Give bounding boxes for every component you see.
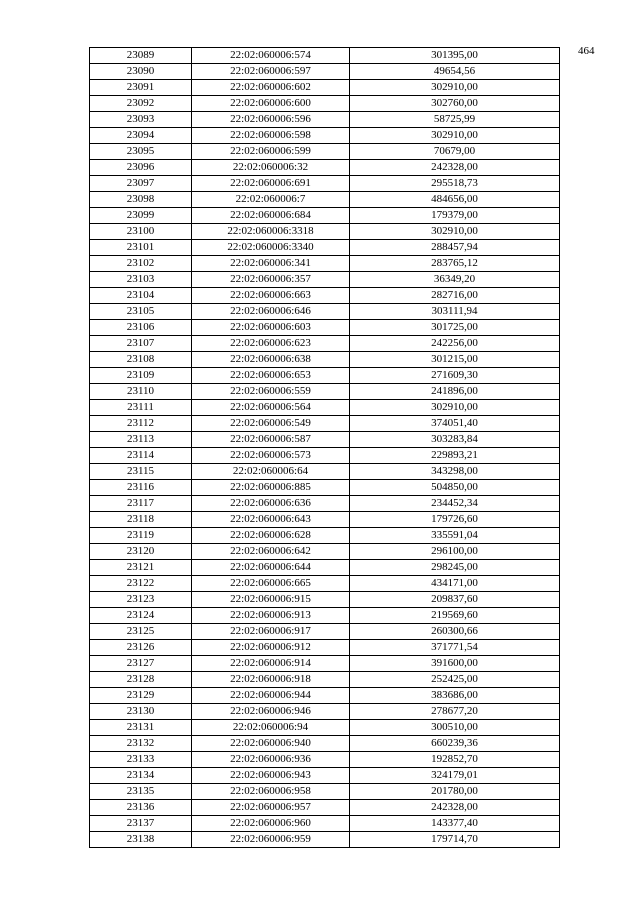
cadastral-number-cell: 22:02:060006:960 bbox=[192, 816, 350, 832]
row-number-cell: 23089 bbox=[90, 48, 192, 64]
table-row bbox=[90, 832, 560, 848]
cadastral-value-cell: 179379,00 bbox=[350, 208, 560, 224]
row-number-cell: 23100 bbox=[90, 224, 192, 240]
cadastral-number-cell: 22:02:060006:943 bbox=[192, 768, 350, 784]
cadastral-number-cell: 22:02:060006:596 bbox=[192, 112, 350, 128]
table-row bbox=[90, 96, 560, 112]
cadastral-number-cell: 22:02:060006:549 bbox=[192, 416, 350, 432]
table-row bbox=[90, 720, 560, 736]
cadastral-value-cell: 301215,00 bbox=[350, 352, 560, 368]
cadastral-number-cell: 22:02:060006:665 bbox=[192, 576, 350, 592]
cadastral-value-cell: 242256,00 bbox=[350, 336, 560, 352]
cadastral-number-cell: 22:02:060006:638 bbox=[192, 352, 350, 368]
table-row bbox=[90, 208, 560, 224]
table-row bbox=[90, 80, 560, 96]
cadastral-value-cell: 391600,00 bbox=[350, 656, 560, 672]
cadastral-number-cell: 22:02:060006:559 bbox=[192, 384, 350, 400]
cadastral-number-cell: 22:02:060006:603 bbox=[192, 320, 350, 336]
row-number-cell: 23095 bbox=[90, 144, 192, 160]
cadastral-number-cell: 22:02:060006:628 bbox=[192, 528, 350, 544]
cadastral-number-cell: 22:02:060006:944 bbox=[192, 688, 350, 704]
row-number-cell: 23106 bbox=[90, 320, 192, 336]
table-row bbox=[90, 656, 560, 672]
cadastral-number-cell: 22:02:060006:959 bbox=[192, 832, 350, 848]
table-row bbox=[90, 768, 560, 784]
row-number-cell: 23101 bbox=[90, 240, 192, 256]
table-row bbox=[90, 672, 560, 688]
cadastral-value-cell: 302760,00 bbox=[350, 96, 560, 112]
table-row bbox=[90, 512, 560, 528]
cadastral-value-cell: 234452,34 bbox=[350, 496, 560, 512]
row-number-cell: 23115 bbox=[90, 464, 192, 480]
row-number-cell: 23125 bbox=[90, 624, 192, 640]
cadastral-number-cell: 22:02:060006:663 bbox=[192, 288, 350, 304]
table-row bbox=[90, 704, 560, 720]
cadastral-number-cell: 22:02:060006:623 bbox=[192, 336, 350, 352]
row-number-cell: 23092 bbox=[90, 96, 192, 112]
cadastral-value-cell: 301395,00 bbox=[350, 48, 560, 64]
row-number-cell: 23128 bbox=[90, 672, 192, 688]
cadastral-value-cell: 49654,56 bbox=[350, 64, 560, 80]
table-row bbox=[90, 272, 560, 288]
table-row bbox=[90, 480, 560, 496]
cadastral-number-cell: 22:02:060006:917 bbox=[192, 624, 350, 640]
cadastral-number-cell: 22:02:060006:602 bbox=[192, 80, 350, 96]
cadastral-value-cell: 242328,00 bbox=[350, 160, 560, 176]
table-row bbox=[90, 752, 560, 768]
table-row bbox=[90, 160, 560, 176]
row-number-cell: 23121 bbox=[90, 560, 192, 576]
table-row bbox=[90, 608, 560, 624]
table-row bbox=[90, 320, 560, 336]
row-number-cell: 23107 bbox=[90, 336, 192, 352]
row-number-cell: 23119 bbox=[90, 528, 192, 544]
table-row bbox=[90, 736, 560, 752]
cadastral-value-cell: 241896,00 bbox=[350, 384, 560, 400]
row-number-cell: 23127 bbox=[90, 656, 192, 672]
row-number-cell: 23137 bbox=[90, 816, 192, 832]
cadastral-value-cell: 335591,04 bbox=[350, 528, 560, 544]
cadastral-value-cell: 278677,20 bbox=[350, 704, 560, 720]
table-row bbox=[90, 448, 560, 464]
table-row bbox=[90, 688, 560, 704]
table-row bbox=[90, 496, 560, 512]
cadastral-value-cell: 70679,00 bbox=[350, 144, 560, 160]
table-row bbox=[90, 592, 560, 608]
row-number-cell: 23102 bbox=[90, 256, 192, 272]
cadastral-number-cell: 22:02:060006:653 bbox=[192, 368, 350, 384]
cadastral-number-cell: 22:02:060006:957 bbox=[192, 800, 350, 816]
cadastral-number-cell: 22:02:060006:64 bbox=[192, 464, 350, 480]
row-number-cell: 23138 bbox=[90, 832, 192, 848]
cadastral-value-cell: 298245,00 bbox=[350, 560, 560, 576]
cadastral-value-cell: 343298,00 bbox=[350, 464, 560, 480]
cadastral-number-cell: 22:02:060006:912 bbox=[192, 640, 350, 656]
cadastral-value-cell: 484656,00 bbox=[350, 192, 560, 208]
row-number-cell: 23124 bbox=[90, 608, 192, 624]
cadastral-value-cell: 300510,00 bbox=[350, 720, 560, 736]
row-number-cell: 23135 bbox=[90, 784, 192, 800]
cadastral-number-cell: 22:02:060006:587 bbox=[192, 432, 350, 448]
table-row bbox=[90, 240, 560, 256]
table-row bbox=[90, 576, 560, 592]
cadastral-value-cell: 283765,12 bbox=[350, 256, 560, 272]
row-number-cell: 23136 bbox=[90, 800, 192, 816]
cadastral-number-cell: 22:02:060006:913 bbox=[192, 608, 350, 624]
cadastral-number-cell: 22:02:060006:914 bbox=[192, 656, 350, 672]
row-number-cell: 23122 bbox=[90, 576, 192, 592]
cadastral-number-cell: 22:02:060006:597 bbox=[192, 64, 350, 80]
cadastral-value-cell: 36349,20 bbox=[350, 272, 560, 288]
cadastral-value-cell: 288457,94 bbox=[350, 240, 560, 256]
cadastral-value-cell: 374051,40 bbox=[350, 416, 560, 432]
cadastral-number-cell: 22:02:060006:636 bbox=[192, 496, 350, 512]
row-number-cell: 23113 bbox=[90, 432, 192, 448]
row-number-cell: 23112 bbox=[90, 416, 192, 432]
table-row bbox=[90, 368, 560, 384]
table-row bbox=[90, 144, 560, 160]
cadastral-value-cell: 201780,00 bbox=[350, 784, 560, 800]
table-row bbox=[90, 544, 560, 560]
cadastral-value-cell: 179726,60 bbox=[350, 512, 560, 528]
row-number-cell: 23130 bbox=[90, 704, 192, 720]
row-number-cell: 23133 bbox=[90, 752, 192, 768]
cadastral-number-cell: 22:02:060006:940 bbox=[192, 736, 350, 752]
cadastral-value-cell: 58725,99 bbox=[350, 112, 560, 128]
row-number-cell: 23117 bbox=[90, 496, 192, 512]
cadastral-value-cell: 260300,66 bbox=[350, 624, 560, 640]
cadastral-number-cell: 22:02:060006:958 bbox=[192, 784, 350, 800]
cadastral-number-cell: 22:02:060006:3340 bbox=[192, 240, 350, 256]
cadastral-value-cell: 302910,00 bbox=[350, 400, 560, 416]
cadastral-number-cell: 22:02:060006:357 bbox=[192, 272, 350, 288]
row-number-cell: 23098 bbox=[90, 192, 192, 208]
table-row bbox=[90, 304, 560, 320]
table-row bbox=[90, 64, 560, 80]
row-number-cell: 23093 bbox=[90, 112, 192, 128]
cadastral-number-cell: 22:02:060006:643 bbox=[192, 512, 350, 528]
cadastral-value-cell: 192852,70 bbox=[350, 752, 560, 768]
row-number-cell: 23120 bbox=[90, 544, 192, 560]
row-number-cell: 23131 bbox=[90, 720, 192, 736]
table-row bbox=[90, 48, 560, 64]
cadastral-value-cell: 302910,00 bbox=[350, 224, 560, 240]
row-number-cell: 23118 bbox=[90, 512, 192, 528]
cadastral-number-cell: 22:02:060006:94 bbox=[192, 720, 350, 736]
cadastral-number-cell: 22:02:060006:915 bbox=[192, 592, 350, 608]
cadastral-number-cell: 22:02:060006:644 bbox=[192, 560, 350, 576]
row-number-cell: 23096 bbox=[90, 160, 192, 176]
cadastral-value-cell: 295518,73 bbox=[350, 176, 560, 192]
cadastral-number-cell: 22:02:060006:946 bbox=[192, 704, 350, 720]
row-number-cell: 23114 bbox=[90, 448, 192, 464]
row-number-cell: 23090 bbox=[90, 64, 192, 80]
table-row bbox=[90, 784, 560, 800]
cadastral-number-cell: 22:02:060006:691 bbox=[192, 176, 350, 192]
cadastral-number-cell: 22:02:060006:918 bbox=[192, 672, 350, 688]
table-row bbox=[90, 128, 560, 144]
cadastral-number-cell: 22:02:060006:341 bbox=[192, 256, 350, 272]
cadastral-number-cell: 22:02:060006:598 bbox=[192, 128, 350, 144]
table-row bbox=[90, 192, 560, 208]
row-number-cell: 23129 bbox=[90, 688, 192, 704]
cadastral-number-cell: 22:02:060006:3318 bbox=[192, 224, 350, 240]
cadastral-number-cell: 22:02:060006:885 bbox=[192, 480, 350, 496]
table-row bbox=[90, 528, 560, 544]
cadastral-number-cell: 22:02:060006:573 bbox=[192, 448, 350, 464]
table-row bbox=[90, 640, 560, 656]
cadastral-value-cell: 271609,30 bbox=[350, 368, 560, 384]
cadastral-number-cell: 22:02:060006:574 bbox=[192, 48, 350, 64]
cadastral-number-cell: 22:02:060006:7 bbox=[192, 192, 350, 208]
table-row bbox=[90, 432, 560, 448]
table-body bbox=[90, 48, 560, 848]
cadastral-value-cell: 252425,00 bbox=[350, 672, 560, 688]
table-row bbox=[90, 176, 560, 192]
cadastral-number-cell: 22:02:060006:32 bbox=[192, 160, 350, 176]
cadastral-value-cell: 209837,60 bbox=[350, 592, 560, 608]
table-row bbox=[90, 624, 560, 640]
row-number-cell: 23110 bbox=[90, 384, 192, 400]
table-row bbox=[90, 224, 560, 240]
cadastral-number-cell: 22:02:060006:642 bbox=[192, 544, 350, 560]
table-row bbox=[90, 800, 560, 816]
row-number-cell: 23091 bbox=[90, 80, 192, 96]
cadastral-value-cell: 301725,00 bbox=[350, 320, 560, 336]
row-number-cell: 23105 bbox=[90, 304, 192, 320]
row-number-cell: 23132 bbox=[90, 736, 192, 752]
table-row bbox=[90, 112, 560, 128]
table-row bbox=[90, 560, 560, 576]
table-row bbox=[90, 816, 560, 832]
page-number: 464 bbox=[578, 45, 595, 57]
cadastral-value-cell: 383686,00 bbox=[350, 688, 560, 704]
cadastral-value-cell: 302910,00 bbox=[350, 128, 560, 144]
cadastral-value-cell: 296100,00 bbox=[350, 544, 560, 560]
row-number-cell: 23103 bbox=[90, 272, 192, 288]
row-number-cell: 23108 bbox=[90, 352, 192, 368]
table-row bbox=[90, 416, 560, 432]
table-row bbox=[90, 464, 560, 480]
row-number-cell: 23099 bbox=[90, 208, 192, 224]
table-row bbox=[90, 400, 560, 416]
cadastral-value-cell: 143377,40 bbox=[350, 816, 560, 832]
cadastral-number-cell: 22:02:060006:684 bbox=[192, 208, 350, 224]
cadastral-value-cell: 504850,00 bbox=[350, 480, 560, 496]
row-number-cell: 23123 bbox=[90, 592, 192, 608]
cadastral-value-cell: 371771,54 bbox=[350, 640, 560, 656]
table-row bbox=[90, 336, 560, 352]
table-row bbox=[90, 256, 560, 272]
cadastral-value-cell: 303283,84 bbox=[350, 432, 560, 448]
cadastral-value-cell: 282716,00 bbox=[350, 288, 560, 304]
table-row bbox=[90, 352, 560, 368]
row-number-cell: 23097 bbox=[90, 176, 192, 192]
row-number-cell: 23126 bbox=[90, 640, 192, 656]
row-number-cell: 23109 bbox=[90, 368, 192, 384]
cadastral-value-cell: 660239,36 bbox=[350, 736, 560, 752]
row-number-cell: 23134 bbox=[90, 768, 192, 784]
cadastral-value-table bbox=[89, 47, 560, 848]
cadastral-value-cell: 242328,00 bbox=[350, 800, 560, 816]
table-row bbox=[90, 288, 560, 304]
cadastral-value-cell: 302910,00 bbox=[350, 80, 560, 96]
row-number-cell: 23111 bbox=[90, 400, 192, 416]
cadastral-number-cell: 22:02:060006:599 bbox=[192, 144, 350, 160]
table-row bbox=[90, 384, 560, 400]
row-number-cell: 23104 bbox=[90, 288, 192, 304]
row-number-cell: 23094 bbox=[90, 128, 192, 144]
cadastral-value-cell: 434171,00 bbox=[350, 576, 560, 592]
cadastral-value-cell: 179714,70 bbox=[350, 832, 560, 848]
row-number-cell: 23116 bbox=[90, 480, 192, 496]
cadastral-value-cell: 219569,60 bbox=[350, 608, 560, 624]
cadastral-number-cell: 22:02:060006:600 bbox=[192, 96, 350, 112]
cadastral-number-cell: 22:02:060006:936 bbox=[192, 752, 350, 768]
cadastral-value-cell: 324179,01 bbox=[350, 768, 560, 784]
cadastral-number-cell: 22:02:060006:564 bbox=[192, 400, 350, 416]
cadastral-value-cell: 229893,21 bbox=[350, 448, 560, 464]
cadastral-value-cell: 303111,94 bbox=[350, 304, 560, 320]
cadastral-number-cell: 22:02:060006:646 bbox=[192, 304, 350, 320]
